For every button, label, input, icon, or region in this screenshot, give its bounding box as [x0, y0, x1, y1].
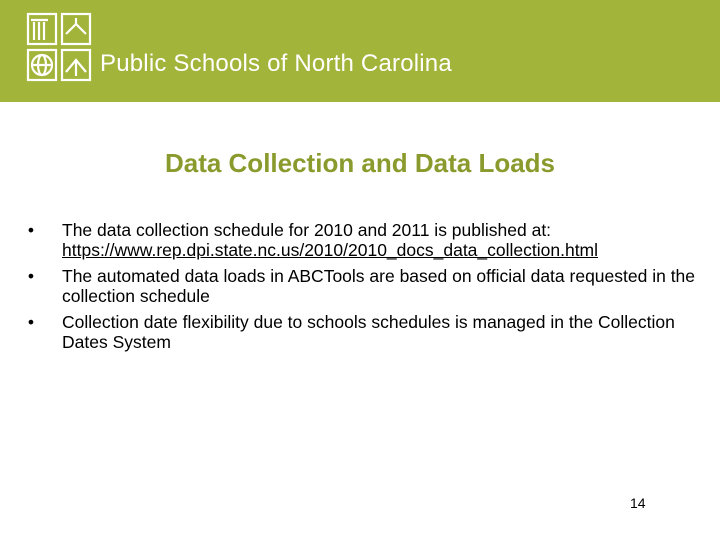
slide-title: Data Collection and Data Loads — [164, 148, 556, 178]
bullet-text: The data collection schedule for 2010 and 2011 is published at: — [62, 220, 552, 240]
bullet-item-automated-loads — [24, 266, 704, 306]
ncdpi-logo-icon — [26, 12, 92, 82]
bullet-list — [24, 220, 704, 358]
organization-name: Public Schools of North Carolina — [100, 50, 452, 77]
bullet-text: The automated data loads in ABCTools are based on official data requested in the collection schedule — [62, 266, 696, 306]
bullet-dot: • — [27, 266, 35, 286]
bullet-item-date-flexibility — [24, 312, 704, 352]
bullet-dot: • — [27, 220, 35, 240]
bullet-text: Collection date flexibility due to schools schedules is managed in the Collection Dates System — [62, 312, 675, 352]
header-banner — [0, 0, 720, 102]
bullet-dot: • — [27, 312, 35, 332]
page-number: 14 — [630, 495, 646, 511]
bullet-item-schedule — [24, 220, 704, 260]
collection-schedule-link[interactable]: https://www.rep.dpi.state.nc.us/2010/2010_docs_data_collection.html — [62, 240, 599, 260]
